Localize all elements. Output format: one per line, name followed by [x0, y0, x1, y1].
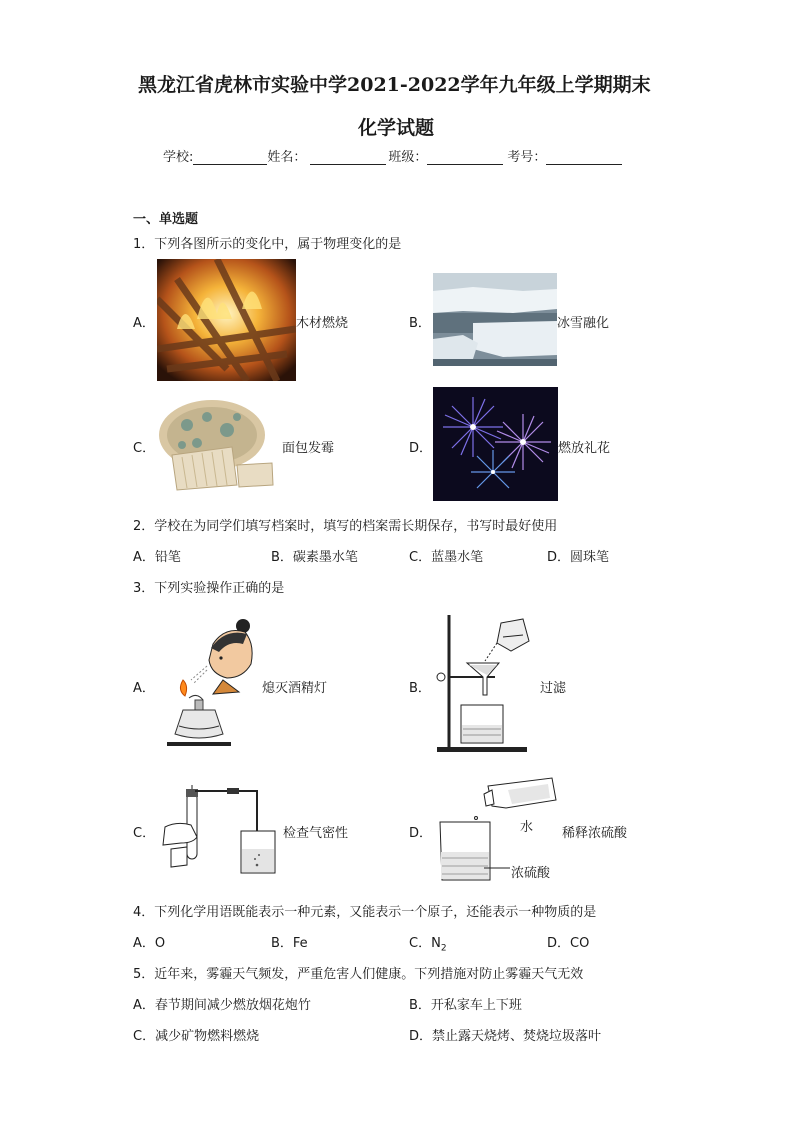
filtration-apparatus-diagram	[433, 613, 538, 755]
fireworks-image	[433, 387, 558, 501]
q4-option-c[interactable]	[409, 932, 447, 954]
q1-option-a-caption: 木材燃烧	[296, 316, 349, 331]
page-title: 黑龙江省虎林市实验中学2021-2022学年九年级上学期期末	[138, 74, 651, 96]
section-title: 一、单选题	[133, 212, 199, 227]
blowing-out-lamp-diagram	[163, 614, 258, 752]
q1-stem: 1．下列各图所示的变化中，属于物理变化的是	[133, 237, 402, 252]
q1-option-b-caption: 冰雪融化	[557, 316, 610, 331]
q3-option-b-letter[interactable]: B．	[409, 681, 431, 696]
q3-option-a-letter[interactable]: A．	[133, 681, 155, 696]
q4-option-b[interactable]: B．Fe	[271, 936, 308, 951]
q3-option-d-water-label: 水	[520, 820, 534, 835]
moldy-bread-image	[157, 395, 275, 492]
q3-option-b-caption: 过滤	[540, 681, 567, 696]
q4-option-a[interactable]: A．O	[133, 936, 166, 951]
q5-stem: 5．近年来，雾霾天气频发，严重危害人们健康。下列措施对防止雾霾天气无效	[133, 967, 584, 982]
airtightness-check-diagram	[157, 785, 282, 877]
name-label: 姓名：	[267, 150, 307, 165]
name-field[interactable]	[310, 150, 386, 165]
melting-ice-image	[433, 273, 557, 366]
q5-option-a[interactable]: A．春节期间减少燃放烟花炮竹	[133, 998, 311, 1013]
q3-option-c-caption: 检查气密性	[283, 826, 349, 841]
q1-option-a-letter[interactable]: A．	[133, 316, 155, 331]
school-field[interactable]	[193, 150, 267, 165]
q3-option-d-caption: 稀释浓硫酸	[562, 826, 628, 841]
page-subtitle: 化学试题	[358, 117, 435, 139]
q3-option-c-letter[interactable]: C．	[133, 826, 156, 841]
q1-option-c-letter[interactable]: C．	[133, 441, 156, 456]
q2-stem: 2．学校在为同学们填写档案时，填写的档案需长期保存，书写时最好使用	[133, 519, 558, 534]
q2-option-b[interactable]: B．碳素墨水笔	[271, 550, 358, 565]
number-label: 考号：	[507, 150, 547, 165]
class-label: 班级：	[388, 150, 428, 165]
q4-option-d[interactable]: D．CO	[547, 936, 590, 951]
q1-option-d-letter[interactable]: D．	[409, 441, 433, 456]
q5-option-b[interactable]: B．开私家车上下班	[409, 998, 522, 1013]
q1-option-d-caption: 燃放礼花	[558, 441, 611, 456]
q2-option-a[interactable]: A．铅笔	[133, 550, 181, 565]
q4-option-c-subscript: 2	[440, 943, 447, 954]
q1-option-b-letter[interactable]: B．	[409, 316, 431, 331]
q5-option-d[interactable]: D．禁止露天烧烤、焚烧垃圾落叶	[409, 1029, 602, 1044]
q2-option-c[interactable]: C．蓝墨水笔	[409, 550, 484, 565]
number-field[interactable]	[546, 150, 622, 165]
q3-option-d-acid-label: 浓硫酸	[511, 866, 551, 881]
q4-option-c-text: C．N	[409, 936, 441, 951]
q5-option-c[interactable]: C．减少矿物燃料燃烧	[133, 1029, 260, 1044]
q2-option-d[interactable]: D．圆珠笔	[547, 550, 610, 565]
q3-option-d-letter[interactable]: D．	[409, 826, 433, 841]
school-label: 学校:	[163, 150, 194, 165]
q3-option-a-caption: 熄灭酒精灯	[262, 681, 328, 696]
q3-stem: 3．下列实验操作正确的是	[133, 581, 285, 596]
q4-stem: 4．下列化学用语既能表示一种元素，又能表示一个原子，还能表示一种物质的是	[133, 905, 597, 920]
burning-wood-image	[157, 259, 296, 381]
q1-option-c-caption: 面包发霉	[282, 441, 335, 456]
class-field[interactable]	[427, 150, 503, 165]
student-info-row	[163, 146, 622, 165]
